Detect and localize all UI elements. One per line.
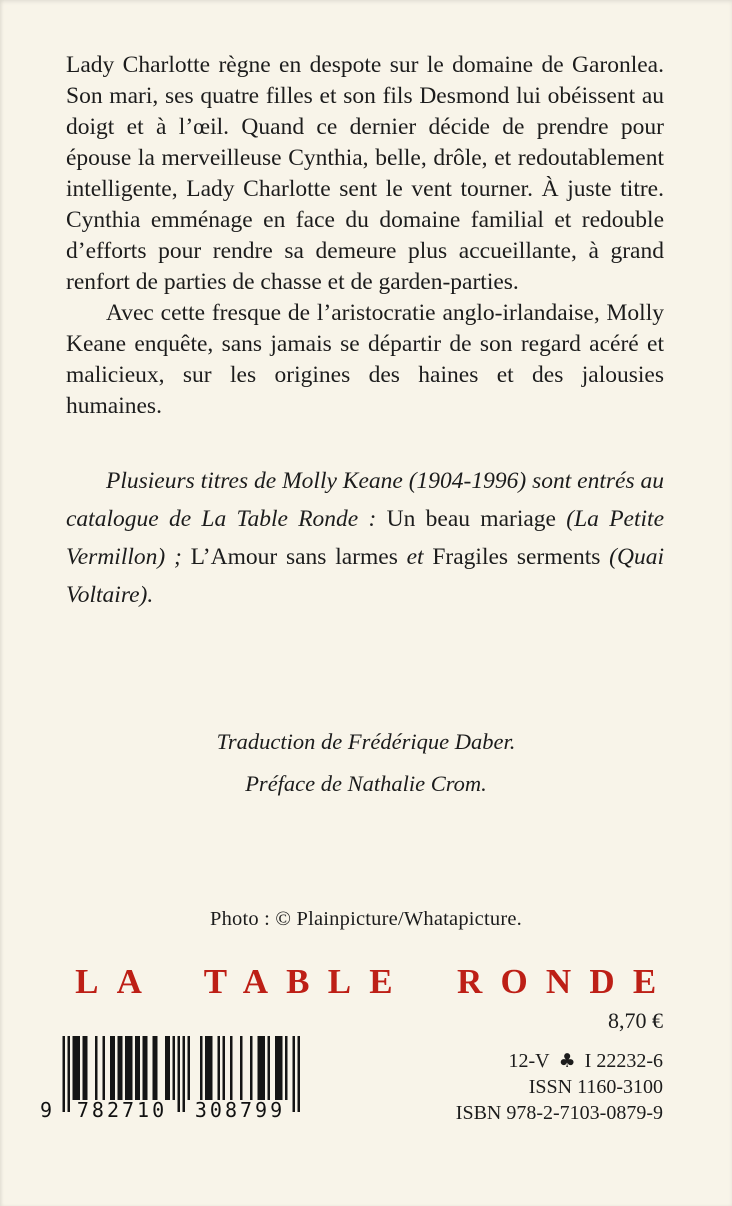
catalogue-segment: Fragiles serments <box>432 544 610 570</box>
barcode-digits-left: 782710 <box>76 1098 168 1122</box>
print-codes <box>456 1048 663 1126</box>
edition-code: 12-V <box>508 1050 550 1072</box>
barcode-digits-right: 308799 <box>194 1098 286 1122</box>
credits-block <box>0 726 732 810</box>
catalogue-note <box>66 462 664 614</box>
publisher-name: LA TABLE RONDE <box>75 962 675 1001</box>
catalogue-segment: (Quai Voltaire). <box>66 544 664 608</box>
issn-line: ISSN 1160-3100 <box>528 1076 663 1098</box>
impression-code: I 22232-6 <box>584 1050 663 1072</box>
translation-credit: Traduction de Frédérique Daber. <box>216 729 516 754</box>
catalogue-segment: Un beau mariage <box>386 506 567 532</box>
catalogue-segment: et <box>406 544 433 570</box>
blurb-paragraph-1: Lady Charlotte règne en despote sur le domaine de Garonlea. Son mari, ses quatre filles et son fils Desmond lui obéissent au doigt et à l’œil. Quand ce dernier décide de prendre pour épouse la merveilleuse Cynthia, belle, drôle, et redoutablement intelligente, Lady Charlotte sent le vent tourner. À juste titre. Cynthia emménage en face du domaine familial et redouble d’efforts pour rendre sa demeure plus accueillante, à grand renfort de parties de chasse et de garden-parties. <box>66 52 664 295</box>
edition-code-line <box>456 1048 663 1074</box>
catalogue-segment: Plusieurs titres de Molly Keane (1904-1996) sont entrés au catalogue de La Table Ronde : <box>66 468 664 532</box>
blurb-paragraph-2: Avec cette fresque de l’aristocratie anglo-irlandaise, Molly Keane enquête, sans jamais se départir de son regard acéré et malicieux, sur les origines des haines et des jalousies humaines. <box>66 300 664 419</box>
barcode-digit-first: 9 <box>40 1098 53 1122</box>
preface-credit: Préface de Nathalie Crom. <box>245 771 487 796</box>
photo-credit: Photo : © Plainpicture/Whatapicture. <box>210 908 522 930</box>
barcode <box>40 1036 302 1128</box>
trefoil-icon: ♣ <box>558 1050 576 1072</box>
catalogue-segment: L’Amour sans larmes <box>190 544 407 570</box>
isbn-line: ISBN 978-2-7103-0879-9 <box>455 1102 663 1124</box>
catalogue-segment: (La Petite Vermillon) ; <box>66 506 665 570</box>
price: 8,70 € <box>608 1008 663 1033</box>
text-column <box>66 50 664 614</box>
